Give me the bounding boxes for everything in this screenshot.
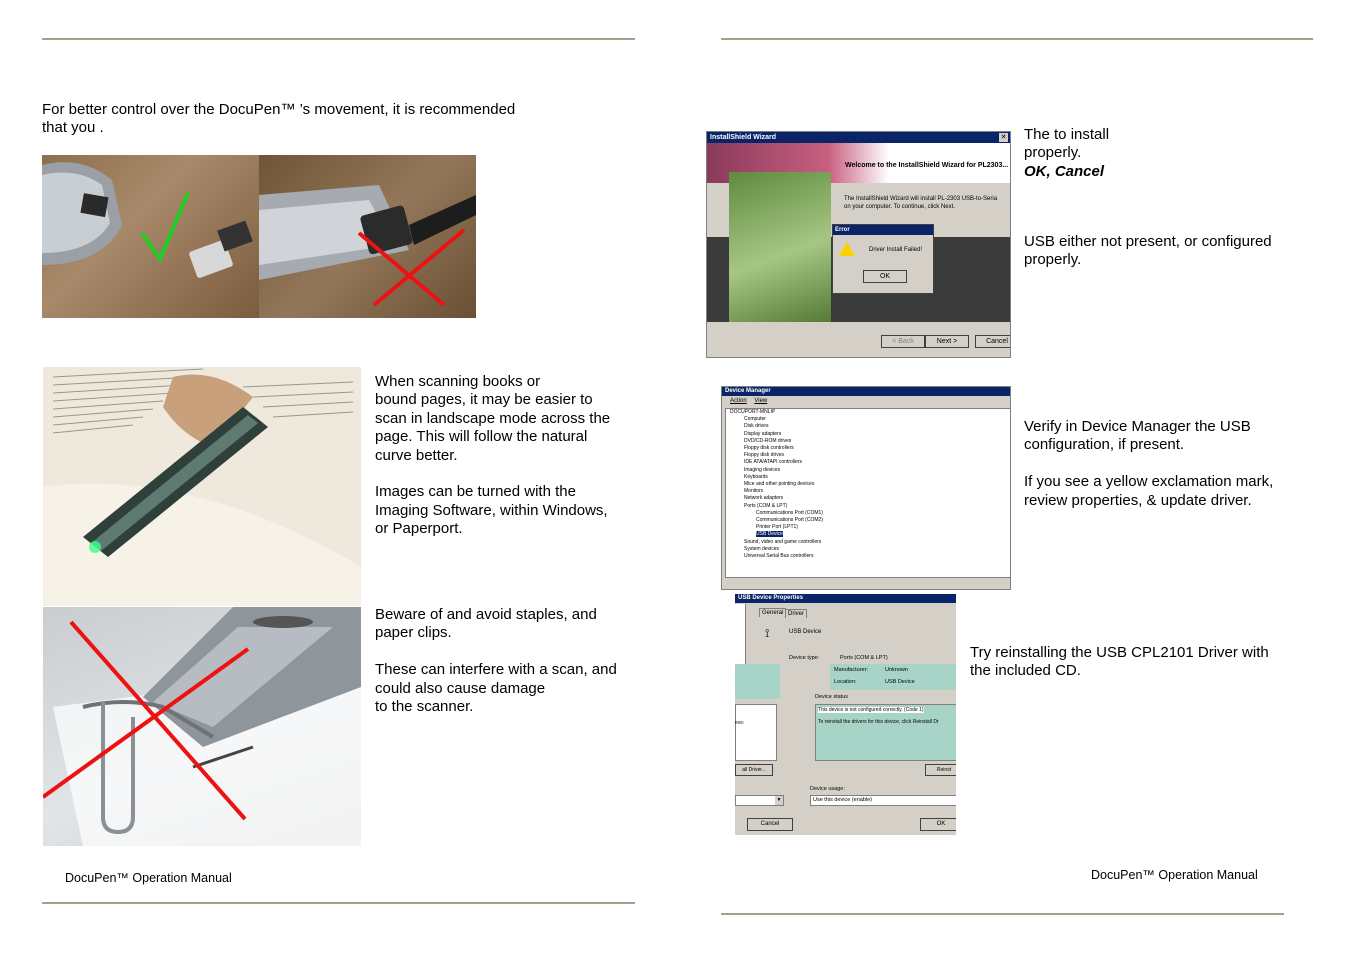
usage-select[interactable]: Use this device (enable): [810, 795, 956, 806]
tree-subitem[interactable]: Communications Port (COM2): [756, 517, 823, 524]
right-bottom-rule: [721, 913, 1284, 915]
right-footer: DocuPen™ Operation Manual: [1091, 868, 1258, 882]
left-fragment-devs: evs:: [735, 720, 745, 726]
left-footer: DocuPen™ Operation Manual: [65, 871, 232, 885]
location-label: Location:: [834, 679, 857, 685]
tab-driver[interactable]: Driver: [785, 609, 807, 618]
usage-label: Device usage:: [810, 786, 845, 792]
reinstall-text: Try reinstalling the USB CPL2101 Driver with the included CD.: [970, 644, 1269, 680]
usb-device-label: USB Device: [756, 531, 783, 538]
back-button[interactable]: < Back: [881, 335, 925, 348]
tree-item[interactable]: Display adapters: [744, 430, 782, 437]
photo-staples-paperclip: [43, 607, 361, 846]
properties-cancel-button[interactable]: Cancel: [747, 818, 793, 831]
device-tree: [725, 408, 1011, 578]
tree-item[interactable]: DVD/CD-ROM drives: [744, 437, 792, 444]
wizard-welcome: Welcome to the InstallShield Wizard for PL2303...: [845, 162, 1009, 169]
photo-connector-correct: [42, 155, 259, 318]
device-manager-window: [721, 386, 1011, 590]
intro-text: For better control over the DocuPen™ ’s movement, it is recommended that you .: [42, 101, 516, 137]
install-text: The to install properly.: [1024, 126, 1110, 162]
usb-text: USB either not present, or configured properly.: [1024, 233, 1272, 269]
check-mark-icon: [142, 193, 188, 259]
tab-general[interactable]: General: [759, 608, 786, 617]
status-line-1: This device is not configured correctly. (Code 1): [818, 707, 924, 713]
tree-item[interactable]: Keyboards: [744, 473, 768, 480]
tree-subitem[interactable]: Communications Port (COM1): [756, 509, 823, 516]
tree-item[interactable]: Disk drives: [744, 423, 769, 430]
location-value: USB Device: [885, 679, 915, 685]
status-label: Device status: [815, 694, 849, 700]
status-box: [815, 704, 956, 761]
tree-subitem-selected[interactable]: [730, 531, 1011, 538]
staples-text: Beware of and avoid staples, and paper clips. These can interfere with a scan, and could also cause damage to the scanner.: [375, 606, 617, 716]
installshield-title: InstallShield Wizard: [707, 132, 1010, 143]
menu-action[interactable]: Action: [730, 398, 747, 404]
warning-icon: [839, 242, 855, 256]
tree-item[interactable]: Sound, video and game controllers: [744, 538, 822, 545]
device-manager-title: Device Manager: [722, 387, 1010, 396]
tree-root[interactable]: DOCUPORT-MNLIP: [730, 409, 776, 415]
dropdown-arrow-icon: ▼: [776, 797, 782, 803]
error-message: Driver Install Failed!: [869, 247, 923, 253]
installshield-window: [706, 131, 1011, 358]
status-line-2: To reinstall the drivers for this device, click Reinstall Dr: [818, 719, 939, 725]
manufacturer-label: Manufacturer:: [834, 667, 868, 673]
properties-ok-button[interactable]: OK: [920, 818, 956, 831]
tree-item[interactable]: Universal Serial Bus controllers: [744, 553, 814, 560]
tree-item[interactable]: System devices: [744, 545, 780, 552]
photo-connector-wrong: [259, 155, 476, 318]
reinstall-button[interactable]: Reinst: [925, 764, 956, 776]
update-driver-button[interactable]: all Driver...: [735, 764, 773, 776]
tree-item[interactable]: Floppy disk drives: [744, 452, 785, 459]
next-button[interactable]: Next >: [925, 335, 969, 348]
left-list-box: [735, 704, 777, 761]
left-panel: [735, 604, 746, 664]
cancel-button[interactable]: Cancel: [975, 335, 1011, 348]
photo-scanning-book: [43, 367, 361, 606]
manufacturer-value: Unknown: [885, 667, 908, 673]
left-bottom-rule: [42, 902, 635, 904]
device-manager-text: Verify in Device Manager the USB configuration, if present. If you see a yellow exclamation mark, review properties, & update driver.: [1024, 418, 1274, 509]
properties-window: [735, 594, 956, 835]
tree-item[interactable]: Mice and other pointing devices: [744, 481, 815, 488]
tree-item[interactable]: Monitors: [744, 488, 764, 495]
error-dialog-title: Error: [833, 225, 933, 235]
right-top-rule: [721, 38, 1313, 40]
device-type-value: Ports (COM & LPT): [840, 655, 888, 661]
properties-title: USB Device Properties: [735, 594, 956, 603]
left-teal-area: [735, 664, 780, 699]
device-type-label: Device type:: [789, 655, 820, 661]
menu-view[interactable]: View: [754, 398, 768, 404]
tree-item[interactable]: Imaging devices: [744, 466, 781, 473]
tree-item[interactable]: IDE ATA/ATAPI controllers: [744, 459, 802, 466]
left-top-rule: [42, 38, 635, 40]
wizard-side-banner-front: [729, 172, 831, 322]
tree-item[interactable]: Computer: [744, 416, 766, 423]
close-icon[interactable]: ✕: [1000, 134, 1007, 141]
error-dialog: [832, 224, 934, 294]
install-bold-text: OK, Cancel: [1024, 163, 1105, 180]
device-name: USB Device: [789, 629, 822, 635]
tree-item[interactable]: Floppy disk controllers: [744, 445, 794, 452]
books-text: When scanning books or bound pages, it may be easier to scan in landscape mode across the page. This will follow the natural curve better. Images can be turned with the Imaging Software, within Windows, or Paperport.: [375, 373, 611, 538]
tree-item[interactable]: Ports (COM & LPT): [744, 502, 788, 509]
error-ok-button[interactable]: OK: [863, 270, 907, 283]
device-manager-menu: [730, 398, 767, 404]
left-select[interactable]: [735, 795, 784, 806]
tree-subitem[interactable]: Printer Port (LPT1): [756, 524, 798, 531]
wizard-body: The InstallShield Wizard will install PL-2303 USB-to-Seria on your computer. To continue, click Next.: [844, 196, 998, 210]
tree-item[interactable]: Network adapters: [744, 495, 784, 502]
usb-plug-icon: ⟟: [765, 626, 770, 640]
